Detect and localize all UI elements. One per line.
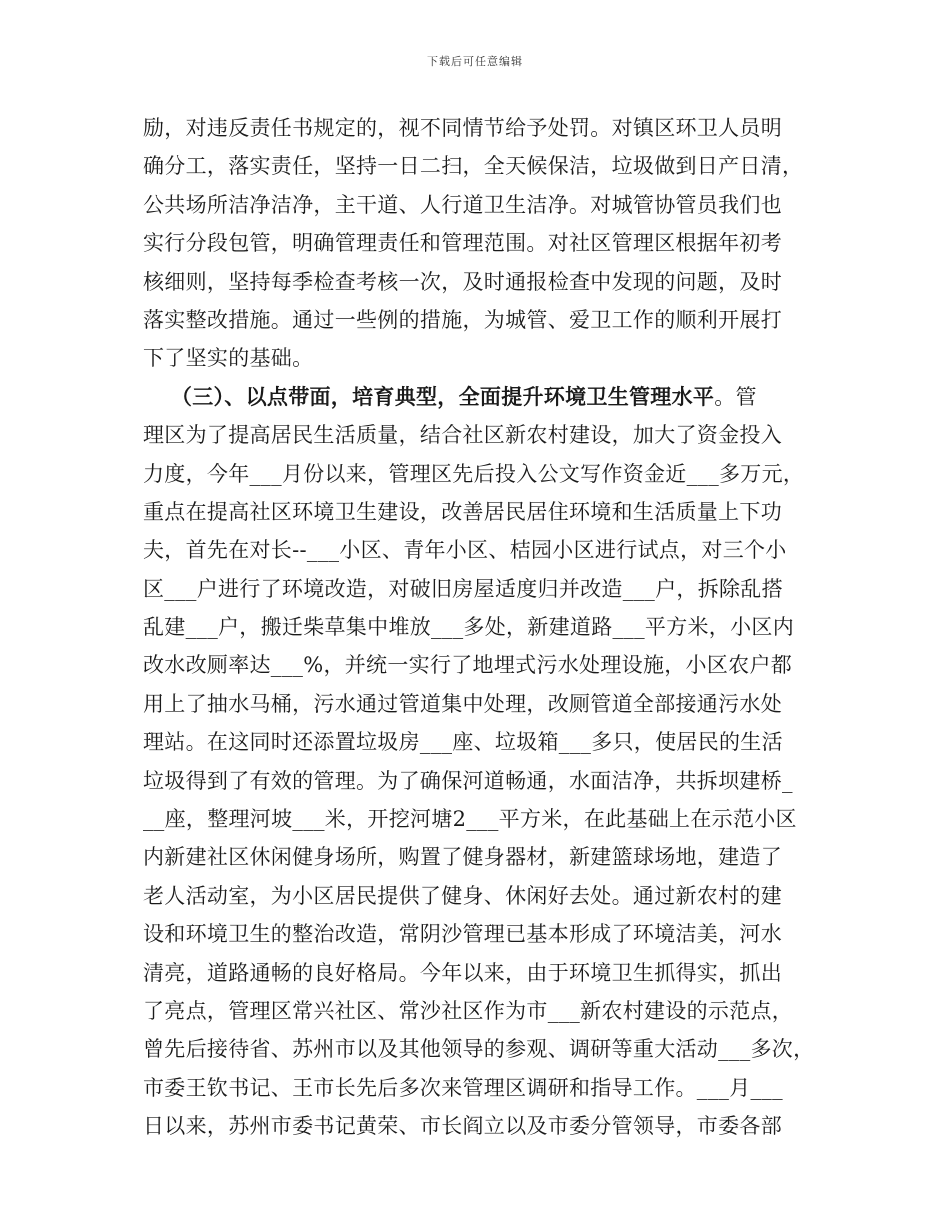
page-header: 下载后可任意编辑 [427,55,523,68]
text-line: 日以来，苏州市委书记黄荣、市长阎立以及市委分管领导，市委各部 [143,1114,782,1139]
text-line: 改水改厕率达___%，并统一实行了地埋式污水处理设施，小区农户都 [143,653,793,678]
text-line: 理区为了提高居民生活质量，结合社区新农村建设，加大了资金投入 [143,423,782,448]
text-line: __座，整理河坡___米，开挖河塘2___平方米，在此基础上在示范小区 [143,807,797,832]
text-line: 区___户进行了环境改造，对破旧房屋适度归并改造___户，拆除乱搭 [143,576,783,601]
text-line: 用上了抽水马桶，污水通过管道集中处理，改厕管道全部接通污水处 [143,691,782,716]
text-line: 理站。在这同时还添置垃圾房___座、垃圾箱___多只，使居民的生活 [143,730,783,755]
text-line: 了亮点，管理区常兴社区、常沙社区作为市___新农村建设的示范点， [143,998,794,1023]
section-heading-line [143,378,813,416]
text-line: 垃圾得到了有效的管理。为了确保河道畅通，水面洁净，共拆坝建桥_ [143,768,793,793]
text-line: 市委王钦书记、王市长先后多次来管理区调研和指导工作。___月___ [143,1075,783,1100]
text-line: 老人活动室，为小区居民提供了健身、休闲好去处。通过新农村的建 [143,883,782,908]
section-heading-continuation: 。管 [714,384,757,409]
text-line: 内新建社区休闲健身场所，购置了健身器材，新建篮球场地，建造了 [143,845,782,870]
text-line: 实行分段包管，明确管理责任和管理范围。对社区管理区根据年初考 [143,231,782,256]
text-line: 设和环境卫生的整治改造，常阴沙管理已基本形成了环境洁美，河水 [143,922,782,947]
text-line: 力度，今年___月份以来，管理区先后投入公文写作资金近___多万元， [143,461,805,486]
document-body [143,109,813,1146]
text-line: 落实整改措施。通过一些例的措施，为城管、爱卫工作的顺利开展打 [143,307,782,332]
text-line: 公共场所洁净洁净，主干道、人行道卫生洁净。对城管协管员我们也 [143,192,782,217]
text-line: 重点在提高社区环境卫生建设，改善居民居住环境和生活质量上下功 [143,499,782,524]
text-line: 励，对违反责任书规定的，视不同情节给予处罚。对镇区环卫人员明 [143,116,782,140]
text-line: 下了坚实的基础。 [143,346,314,371]
section-heading: （三）、以点带面，培育典型，全面提升环境卫生管理水平 [170,383,715,409]
text-line: 清亮，道路通畅的良好格局。今年以来，由于环境卫生抓得实，抓出 [143,960,782,985]
text-line: 夫，首先在对长--___小区、青年小区、桔园小区进行试点，对三个小 [143,538,787,563]
text-line: 曾先后接待省、苏州市以及其他领导的参观、调研等重大活动___多次， [143,1037,815,1062]
text-line: 确分工，落实责任，坚持一日二扫，全天候保洁，垃圾做到日产日清， [143,154,804,179]
text-line: 核细则，坚持每季检查考核一次，及时通报检查中发现的问题，及时 [143,269,782,294]
text-line: 乱建___户，搬迁柴草集中堆放___多处，新建道路___平方米，小区内 [143,615,794,640]
